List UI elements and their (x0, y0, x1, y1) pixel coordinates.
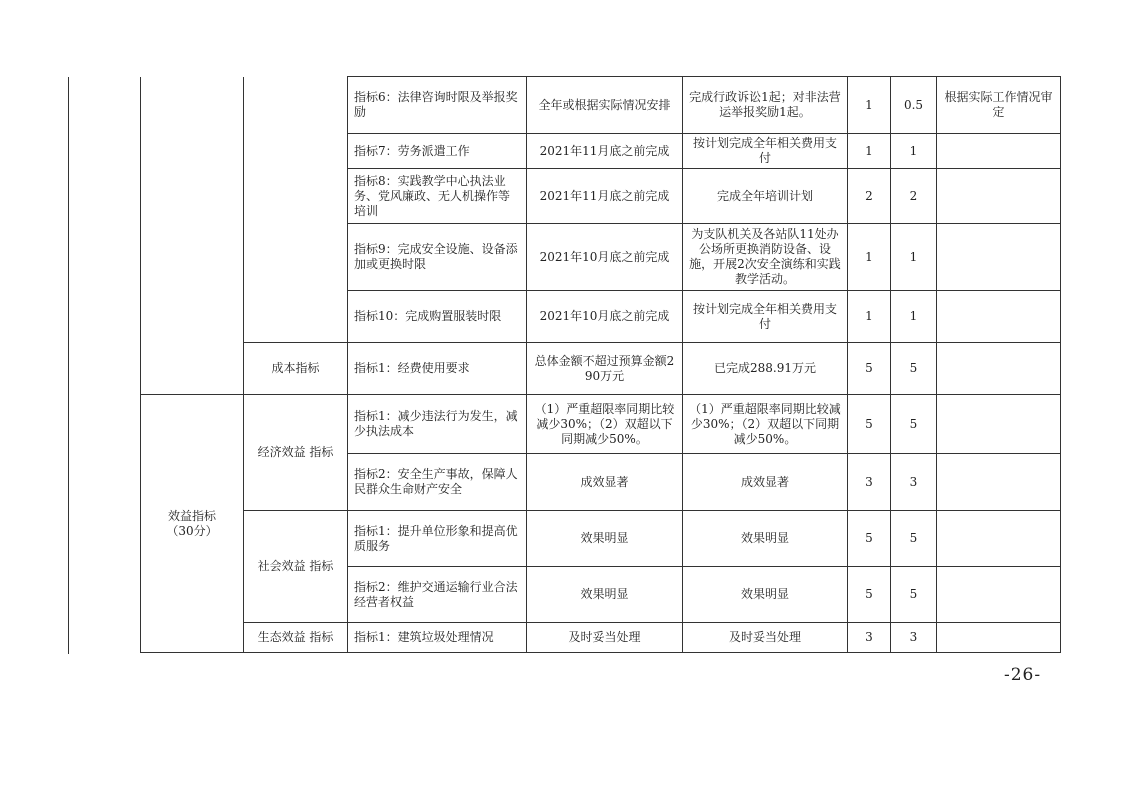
actual-cell: 成效显著 (683, 454, 848, 511)
remark-cell (937, 169, 1061, 224)
actual-cell: （1）严重超限率同期比较减少30%；（2）双超以下同期减少50%。 (683, 395, 848, 454)
ecological-category-cell: 生态效益 指标 (244, 623, 348, 653)
indicator-cell: 指标2：维护交通运输行业合法经营者权益 (348, 567, 527, 623)
performance-indicator-table (140, 76, 1061, 653)
weight-cell: 1 (848, 77, 891, 134)
actual-cell: 效果明显 (683, 511, 848, 567)
target-cell: 效果明显 (527, 567, 683, 623)
score-cell: 5 (891, 511, 937, 567)
actual-cell: 为支队机关及各站队11处办公场所更换消防设备、设施，开展2次安全演练和实践教学活动。 (683, 224, 848, 291)
target-cell: 成效显著 (527, 454, 683, 511)
score-cell: 3 (891, 454, 937, 511)
table-row (141, 77, 1061, 134)
remark-cell (937, 454, 1061, 511)
target-cell: 总体金额不超过预算金额290万元 (527, 343, 683, 395)
remark-cell (937, 395, 1061, 454)
score-cell: 0.5 (891, 77, 937, 134)
target-cell: 2021年11月底之前完成 (527, 169, 683, 224)
score-cell: 3 (891, 623, 937, 653)
remark-cell (937, 623, 1061, 653)
indicator-cell: 指标1：减少违法行为发生，减少执法成本 (348, 395, 527, 454)
economic-category-cell: 经济效益 指标 (244, 395, 348, 511)
indicator-cell: 指标6：法律咨询时限及举报奖励 (348, 77, 527, 134)
score-cell: 1 (891, 224, 937, 291)
target-cell: 及时妥当处理 (527, 623, 683, 653)
weight-cell: 2 (848, 169, 891, 224)
page-number: -26- (1004, 665, 1042, 685)
table-row (141, 395, 1061, 454)
indicator-cell: 指标7：劳务派遣工作 (348, 134, 527, 169)
weight-cell: 1 (848, 291, 891, 343)
indicator-cell: 指标1：提升单位形象和提高优质服务 (348, 511, 527, 567)
remark-cell (937, 134, 1061, 169)
target-cell: 2021年10月底之前完成 (527, 291, 683, 343)
cost-category-cell: 成本指标 (244, 343, 348, 395)
target-cell: 效果明显 (527, 511, 683, 567)
indicator-cell: 指标1：经费使用要求 (348, 343, 527, 395)
target-cell: （1）严重超限率同期比较减少30%；（2）双超以下同期减少50%。 (527, 395, 683, 454)
table-row (141, 343, 1061, 395)
actual-cell: 及时妥当处理 (683, 623, 848, 653)
target-cell: 2021年11月底之前完成 (527, 134, 683, 169)
weight-cell: 5 (848, 511, 891, 567)
indicator-cell: 指标8：实践教学中心执法业务、党风廉政、无人机操作等培训 (348, 169, 527, 224)
remark-cell (937, 291, 1061, 343)
indicator-cell: 指标1：建筑垃圾处理情况 (348, 623, 527, 653)
indicator-cell: 指标9：完成安全设施、设备添加或更换时限 (348, 224, 527, 291)
level2-category-cell (244, 77, 348, 343)
weight-cell: 1 (848, 224, 891, 291)
benefit-points: （30分） (166, 523, 218, 538)
indicator-cell: 指标2：安全生产事故，保障人民群众生命财产安全 (348, 454, 527, 511)
remark-cell (937, 567, 1061, 623)
indicator-cell: 指标10：完成购置服装时限 (348, 291, 527, 343)
remark-cell (937, 224, 1061, 291)
remark-cell (937, 511, 1061, 567)
actual-cell: 已完成288.91万元 (683, 343, 848, 395)
level1-category-cell (141, 77, 244, 395)
score-cell: 5 (891, 567, 937, 623)
target-cell: 2021年10月底之前完成 (527, 224, 683, 291)
weight-cell: 1 (848, 134, 891, 169)
table-row (141, 623, 1061, 653)
weight-cell: 5 (848, 567, 891, 623)
benefit-label: 效益指标 (167, 508, 216, 523)
weight-cell: 3 (848, 454, 891, 511)
score-cell: 5 (891, 395, 937, 454)
actual-cell: 按计划完成全年相关费用支付 (683, 291, 848, 343)
actual-cell: 效果明显 (683, 567, 848, 623)
target-cell: 全年或根据实际情况安排 (527, 77, 683, 134)
weight-cell: 3 (848, 623, 891, 653)
score-cell: 1 (891, 134, 937, 169)
actual-cell: 按计划完成全年相关费用支付 (683, 134, 848, 169)
table-row (141, 511, 1061, 567)
remark-cell: 根据实际工作情况审定 (937, 77, 1061, 134)
actual-cell: 完成行政诉讼1起；对非法营运举报奖励1起。 (683, 77, 848, 134)
score-cell: 1 (891, 291, 937, 343)
actual-cell: 完成全年培训计划 (683, 169, 848, 224)
weight-cell: 5 (848, 395, 891, 454)
binding-margin-line (68, 77, 69, 654)
social-category-cell: 社会效益 指标 (244, 511, 348, 623)
remark-cell (937, 343, 1061, 395)
benefit-category-cell (141, 395, 244, 653)
score-cell: 5 (891, 343, 937, 395)
weight-cell: 5 (848, 343, 891, 395)
score-cell: 2 (891, 169, 937, 224)
